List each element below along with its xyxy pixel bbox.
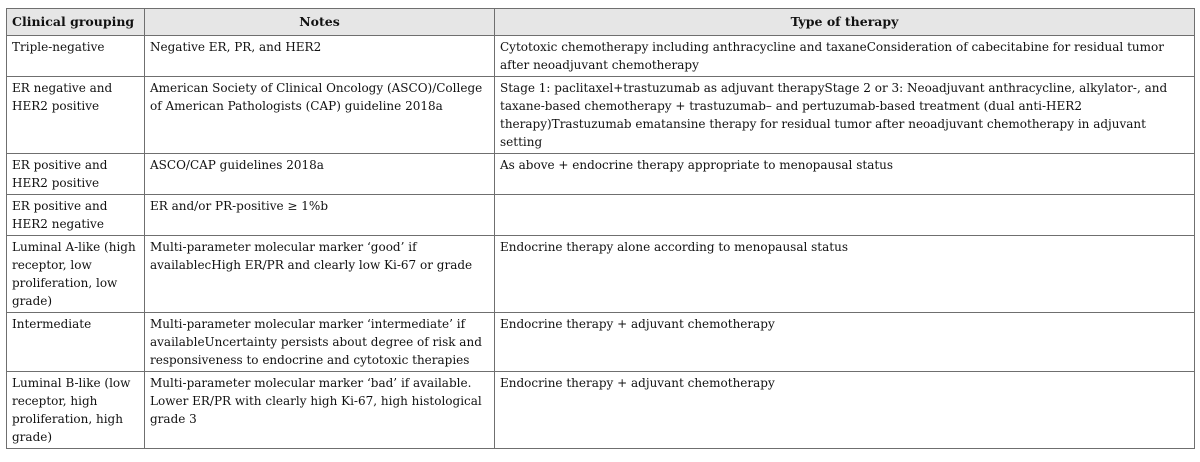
cell-notes: Multi-parameter molecular marker ‘bad’ if available. Lower ER/PR with clearly high Ki-67, high histological grade 3: [145, 372, 495, 449]
cell-grouping: Luminal A-like (high receptor, low proliferation, low grade): [7, 236, 145, 313]
cell-grouping: ER negative and HER2 positive: [7, 77, 145, 154]
cell-grouping: Triple-negative: [7, 36, 145, 77]
cell-therapy: As above + endocrine therapy appropriate to menopausal status: [495, 154, 1195, 195]
cell-therapy: Cytotoxic chemotherapy including anthracycline and taxaneConsideration of cabecitabine for residual tumor after neoadjuvant chemotherapy: [495, 36, 1195, 77]
cell-therapy: Endocrine therapy + adjuvant chemotherapy: [495, 372, 1195, 449]
header-notes: Notes: [145, 9, 495, 36]
table-row: [7, 372, 1195, 449]
cell-notes: ASCO/CAP guidelines 2018a: [145, 154, 495, 195]
cell-grouping: ER positive and HER2 negative: [7, 195, 145, 236]
cell-grouping: Intermediate: [7, 313, 145, 372]
header-type-of-therapy: Type of therapy: [495, 9, 1195, 36]
cell-grouping: Luminal B-like (low receptor, high proliferation, high grade): [7, 372, 145, 449]
table-row: [7, 195, 1195, 236]
table-row: [7, 36, 1195, 77]
cell-notes: American Society of Clinical Oncology (ASCO)/College of American Pathologists (CAP) guideline 2018a: [145, 77, 495, 154]
cell-notes: ER and/or PR-positive ≥ 1%b: [145, 195, 495, 236]
table-row: [7, 77, 1195, 154]
cell-notes: Negative ER, PR, and HER2: [145, 36, 495, 77]
table-row: [7, 154, 1195, 195]
table-row: [7, 236, 1195, 313]
header-clinical-grouping: Clinical grouping: [7, 9, 145, 36]
table-header: [7, 9, 1195, 36]
therapy-table: [6, 8, 1195, 449]
header-row: [7, 9, 1195, 36]
table-row: [7, 313, 1195, 372]
cell-therapy: Endocrine therapy alone according to menopausal status: [495, 236, 1195, 313]
cell-therapy: Endocrine therapy + adjuvant chemotherapy: [495, 313, 1195, 372]
cell-therapy: [495, 195, 1195, 236]
cell-notes: Multi-parameter molecular marker ‘good’ if availablecHigh ER/PR and clearly low Ki-67 or grade: [145, 236, 495, 313]
cell-therapy: Stage 1: paclitaxel+trastuzumab as adjuvant therapyStage 2 or 3: Neoadjuvant anthracycline, alkylator-, and taxane-based chemotherapy + trastuzumab– and pertuzumab-based treatment (dual anti-HER2 therapy)Trastuzumab ematansine therapy for residual tumor after neoadjuvant chemotherapy in adjuvant setting: [495, 77, 1195, 154]
cell-notes: Multi-parameter molecular marker ‘intermediate’ if availableUncertainty persists about degree of risk and responsiveness to endocrine and cytotoxic therapies: [145, 313, 495, 372]
cell-grouping: ER positive and HER2 positive: [7, 154, 145, 195]
table-body: [7, 36, 1195, 449]
